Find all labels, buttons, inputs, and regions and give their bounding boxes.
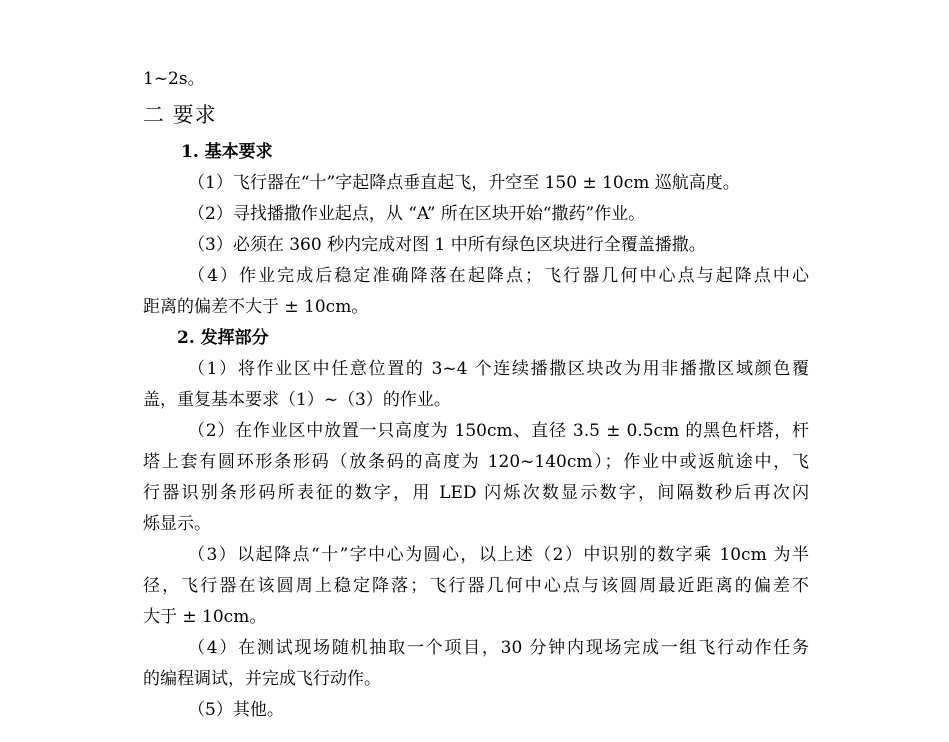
section-title: 二 要求 (143, 103, 217, 127)
subsection-title-basic: 1. 基本要求 (181, 142, 273, 162)
paragraph-line: （1）飞行器在“十”字起降点垂直起飞，升空至 150 ± 10cm 巡航高度。 (188, 173, 740, 193)
paragraph-line: （3）以起降点“十”字中心为圆心，以上述（2）中识别的数字乘 10cm 为半 (188, 545, 809, 565)
paragraph-line: 行器识别条形码所表征的数字，用 LED 闪烁次数显示数字，间隔数秒后再次闪 (143, 483, 809, 503)
paragraph-line: （5）其他。 (188, 700, 284, 720)
paragraph-line: 的编程调试，并完成飞行动作。 (143, 669, 381, 689)
paragraph-line: （1）将作业区中任意位置的 3~4 个连续播撒区块改为用非播撒区域颜色覆 (188, 359, 809, 379)
subsection-title-extra: 2. 发挥部分 (177, 328, 269, 348)
paragraph-line: 烁显示。 (143, 514, 211, 534)
document-page (143, 64, 809, 726)
paragraph-line: （4）作业完成后稳定准确降落在起降点；飞行器几何中心点与起降点中心 (188, 266, 809, 286)
paragraph-line: 盖，重复基本要求（1）~（3）的作业。 (143, 390, 451, 410)
top-fragment: 1~2s。 (143, 69, 205, 89)
paragraph-line: 塔上套有圆环形条形码（放条码的高度为 120~140cm）；作业中或返航途中，飞 (143, 452, 809, 472)
paragraph-line: （2）在作业区中放置一只高度为 150cm、直径 3.5 ± 0.5cm 的黑色杆塔，杆 (188, 421, 809, 441)
paragraph-line: 大于 ± 10cm。 (143, 607, 267, 627)
paragraph-line: 距离的偏差不大于 ± 10cm。 (143, 297, 369, 317)
paragraph-line: （3）必须在 360 秒内完成对图 1 中所有绿色区块进行全覆盖播撒。 (188, 235, 706, 255)
paragraph-line: （2）寻找播撒作业起点，从 “A” 所在区块开始“撒药”作业。 (188, 204, 646, 224)
paragraph-line: 径，飞行器在该圆周上稳定降落；飞行器几何中心点与该圆周最近距离的偏差不 (143, 576, 809, 596)
paragraph-line: （4）在测试现场随机抽取一个项目，30 分钟内现场完成一组飞行动作任务 (188, 638, 809, 658)
